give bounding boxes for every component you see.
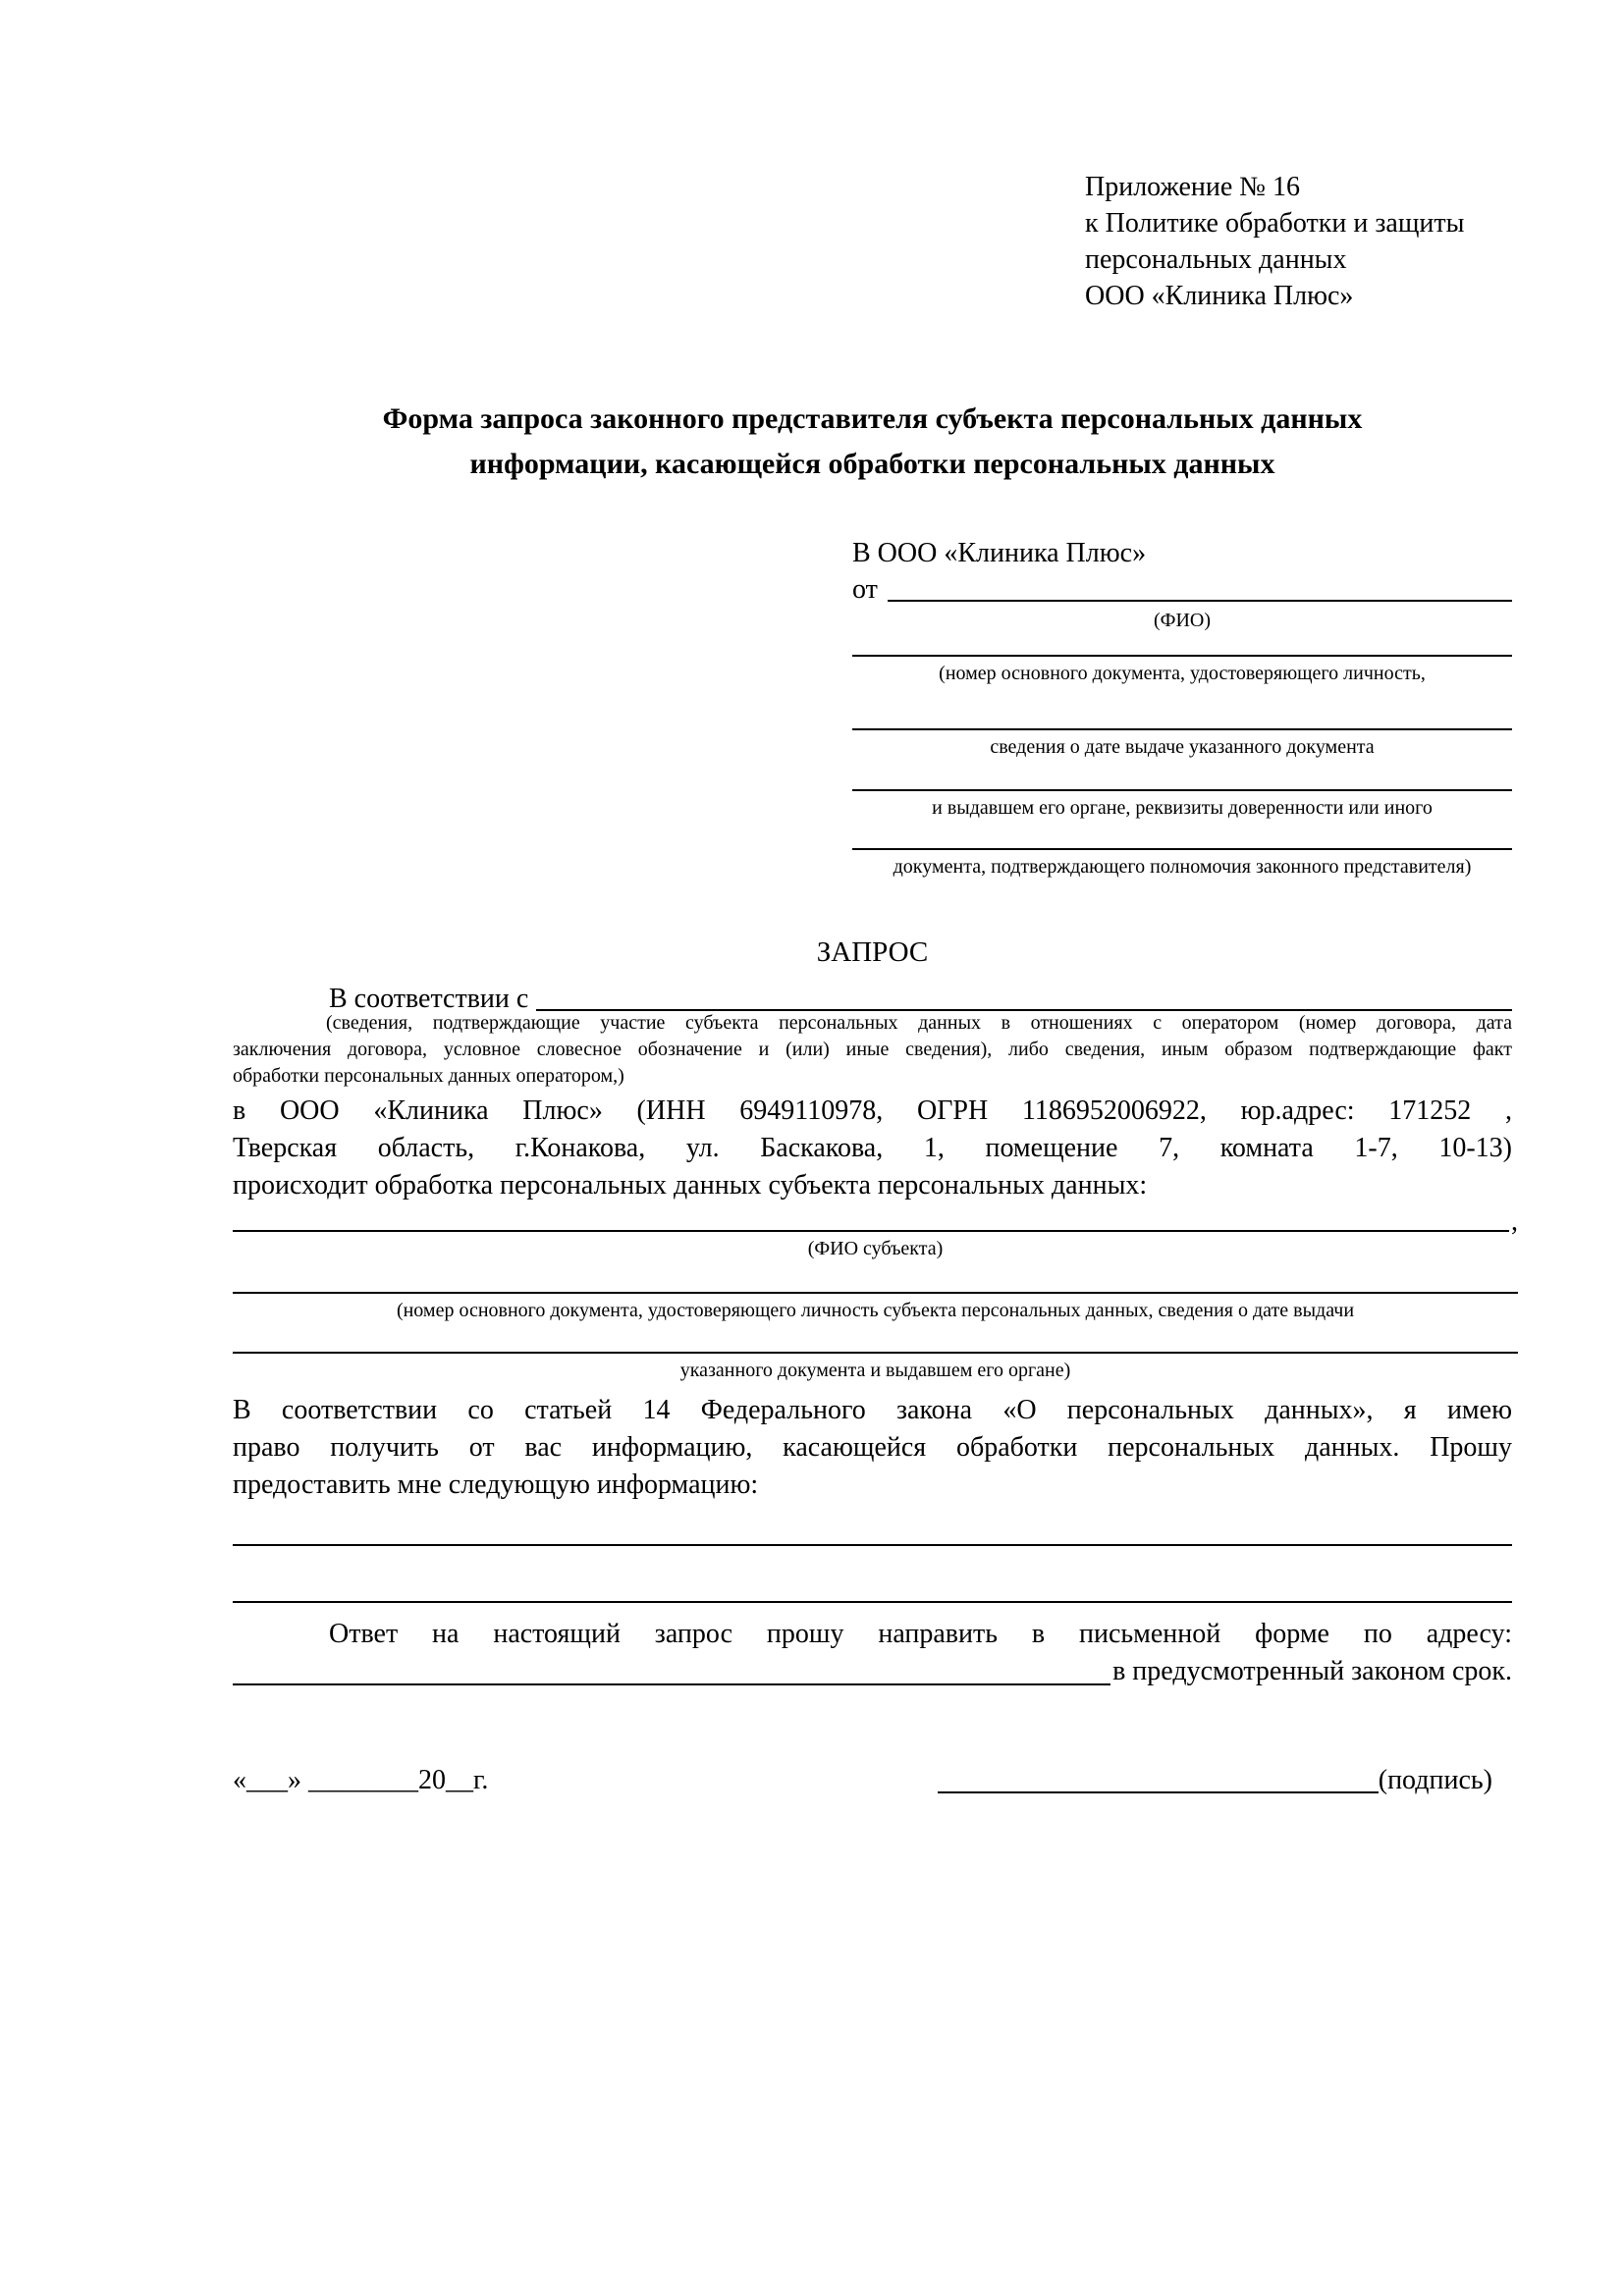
appendix-header [1085, 169, 1464, 314]
answer-address-field-row [233, 1653, 1512, 1690]
operator-paragraph [233, 1093, 1512, 1204]
subject-document-caption-1: (номер основного документа, удостоверяющего личность субъекта персональных данных, сведения о дате выдачи [396, 1300, 1355, 1321]
footer-row [233, 1762, 1492, 1799]
operator-paragraph-line-2: Тверская область, г.Конакова, ул. Баскакова, 1, помещение 7, комната 1-7, 10-13) [233, 1133, 1512, 1163]
accordance-caption-line-2: заключения договора, условное словесное обозначение и (или) иные сведения), либо сведения, иным образом подтверждающие факт [233, 1039, 1512, 1060]
blank-field-line [233, 1230, 1509, 1232]
accordance-caption-line-1: (сведения, подтверждающие участие субъекта персональных данных в отношениях с оператором (номер договора, дата [326, 1012, 1512, 1034]
from-label: от [852, 574, 878, 605]
blank-field-line [233, 1352, 1518, 1354]
accordance-label: В соответствии с [329, 984, 529, 1014]
blank-field-line [233, 1292, 1518, 1294]
accordance-caption-line-3: обработки персональных данных оператором,) [233, 1065, 624, 1087]
appendix-policy-line-2: персональных данных [1085, 244, 1347, 275]
signature-blank-line [938, 1791, 1379, 1793]
subject-fio-caption: (ФИО субъекта) [807, 1238, 944, 1259]
signature-field [938, 1762, 1492, 1799]
answer-paragraph-suffix: в предусмотренный законом срок. [1112, 1656, 1512, 1686]
document-number-field [852, 655, 1512, 686]
issuing-authority-caption: и выдавшем его органе, реквизиты доверенности или иного [932, 797, 1433, 819]
blank-field-line [233, 1544, 1512, 1546]
appendix-policy-line: к Политике обработки и защиты [1085, 208, 1465, 239]
blank-field-line [852, 789, 1512, 791]
subject-document-field [233, 1292, 1518, 1323]
answer-paragraph [233, 1616, 1512, 1690]
signature-caption: (подпись) [1378, 1765, 1492, 1795]
blank-field-line [233, 1601, 1512, 1603]
addressee-block [852, 535, 1512, 880]
authority-document-caption: документа, подтверждающего полномочия законного представителя) [893, 856, 1472, 878]
addressee-org: В ООО «Клиника Плюс» [852, 538, 1147, 568]
information-blank-lines [233, 1544, 1512, 1603]
accordance-caption [233, 1010, 1512, 1090]
appendix-org-name: ООО «Клиника Плюс» [1085, 281, 1354, 311]
law-paragraph-line-1: В соответствии со статьей 14 Федерального закона «О персональных данных», я имею [233, 1395, 1512, 1425]
fio-caption: (ФИО) [1153, 610, 1211, 631]
page-title-line-2: информации, касающейся обработки персональных данных [469, 448, 1275, 480]
operator-paragraph-line-1: в ООО «Клиника Плюс» (ИНН 6949110978, ОГРН 1186952006922, юр.адрес: 171252 , [233, 1095, 1512, 1126]
answer-paragraph-line-1: Ответ на настоящий запрос прошу направить в письменной форме по адресу: [329, 1619, 1512, 1649]
law-paragraph-line-3: предоставить мне следующую информацию: [233, 1469, 759, 1500]
blank-field-line [852, 728, 1512, 730]
law-paragraph-line-2: право получить от вас информацию, касающейся обработки персональных данных. Прошу [233, 1432, 1512, 1463]
issuing-authority-field [852, 789, 1512, 821]
blank-field-line [852, 848, 1512, 850]
page-title-line-1: Форма запроса законного представителя субъекта персональных данных [382, 402, 1363, 435]
law-paragraph [233, 1392, 1512, 1504]
from-blank-line [888, 600, 1512, 602]
operator-paragraph-line-3: происходит обработка персональных данных субъекта персональных данных: [233, 1170, 1148, 1201]
subject-document-field-2 [233, 1352, 1518, 1383]
from-field-row [852, 572, 1512, 608]
date-field: «___» ________20__г. [233, 1765, 489, 1795]
page-title [233, 397, 1512, 487]
subject-block [233, 1206, 1518, 1383]
blank-field-line [852, 655, 1512, 657]
request-heading: ЗАПРОС [816, 936, 929, 968]
subject-document-caption-2: указанного документа и выдавшем его органе) [679, 1360, 1071, 1381]
appendix-number: Приложение № 16 [1085, 172, 1300, 202]
authority-document-field [852, 848, 1512, 880]
subject-fio-field [233, 1206, 1518, 1237]
issue-date-caption: сведения о дате выдаче указанного документа [990, 736, 1375, 758]
address-blank-line [233, 1683, 1110, 1685]
document-number-caption: (номер основного документа, удостоверяющего личность, [939, 663, 1426, 684]
issue-date-field [852, 728, 1512, 760]
subject-fio-comma: , [1511, 1206, 1518, 1237]
